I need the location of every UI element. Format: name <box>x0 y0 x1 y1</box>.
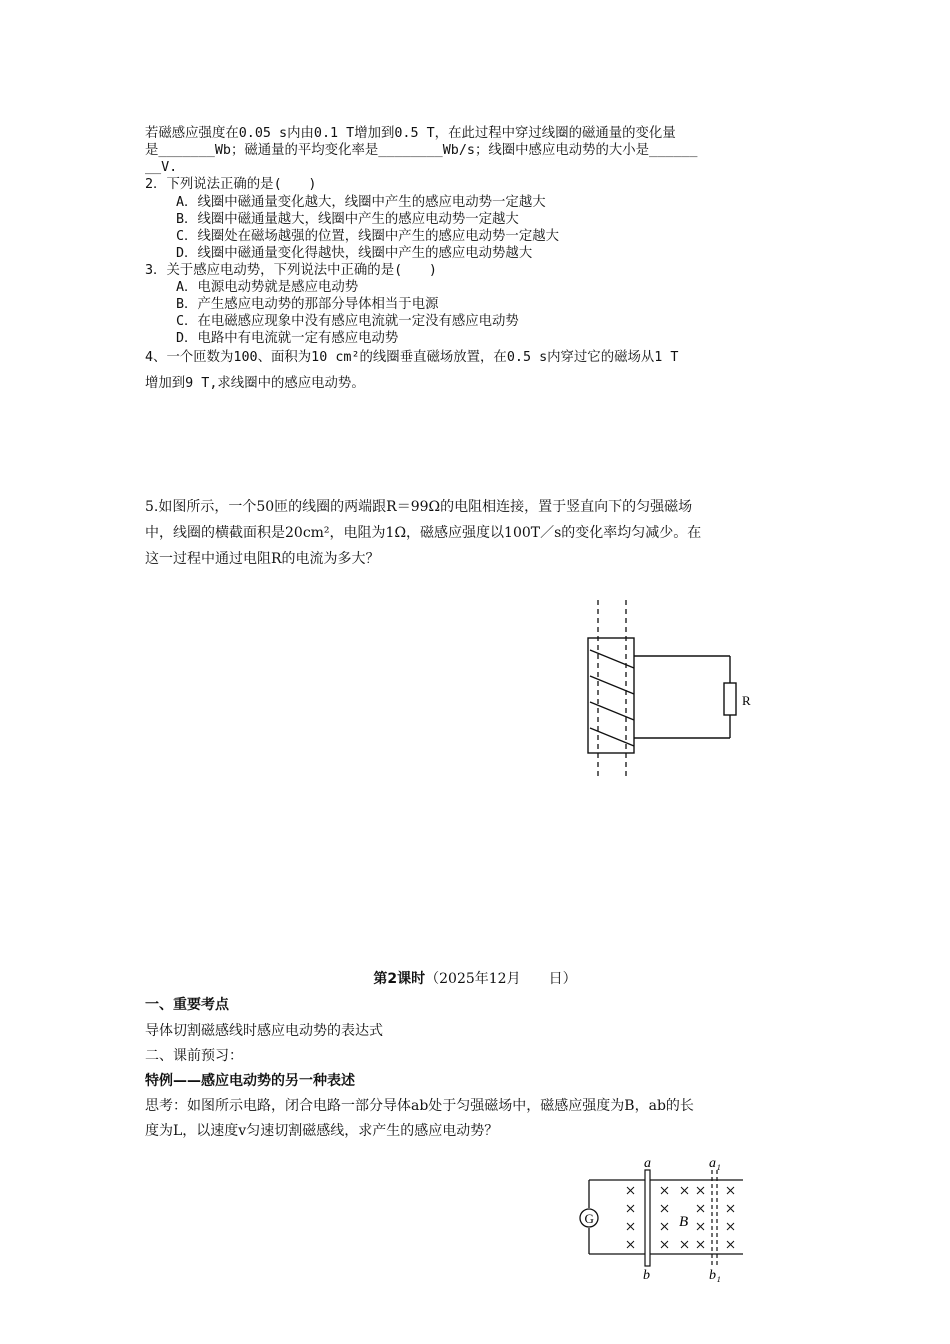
q3-option-a: A．电源电动势就是感应电动势 <box>176 280 359 295</box>
label-b1: b₁ <box>709 1268 721 1283</box>
q4-line1: 4、一个匝数为100、面积为10 cm²的线圈垂直磁场放置，在0.5 s内穿过它的磁场从1 T <box>145 350 679 365</box>
label-a: a <box>644 1156 651 1171</box>
label-b: b <box>643 1268 650 1283</box>
q3-stem: 3．关于感应电动势，下列说法中正确的是( ) <box>145 263 437 278</box>
field-label: B <box>679 1214 689 1230</box>
q2-stem: 2．下列说法正确的是( ) <box>145 177 317 192</box>
think-line1: 思考：如图所示电路，闭合电路一部分导体ab处于匀强磁场中，磁感应强度为B，ab的长 <box>145 1098 694 1114</box>
q3-option-d: D．电路中有电流就一定有感应电动势 <box>176 331 399 346</box>
coil-resistor-figure <box>580 598 760 783</box>
section-heading-key-points: 一、重要考点 <box>145 997 229 1013</box>
think-line2: 度为L，以速度v匀速切割磁感线，求产生的感应电动势？ <box>145 1123 499 1139</box>
lesson-title-bold: 第2课时 <box>373 971 426 987</box>
q5-line2: 中，线圈的横截面积是20cm²，电阻为1Ω，磁感应强度以100T／s的变化率均匀减少。在 <box>145 525 702 541</box>
q2-option-d: D．线圈中磁通量变化得越快，线圈中产生的感应电动势越大 <box>176 246 533 261</box>
lesson-title <box>0 968 950 988</box>
sliding-rod-figure <box>575 1150 755 1285</box>
q5-line1: 5.如图所示，一个50匝的线圈的两端跟R＝99Ω的电阻相连接，置于竖直向下的匀强磁场 <box>145 499 693 515</box>
conductor-ab <box>645 1170 650 1266</box>
special-case-title: 特例——感应电动势的另一种表述 <box>145 1073 355 1089</box>
lesson-title-date: （2025年12月 日） <box>425 971 577 987</box>
label-a1: a₁ <box>709 1156 721 1171</box>
resistor-label: R <box>742 693 751 708</box>
section-heading-preview: 二、课前预习： <box>145 1048 243 1064</box>
q1-line2: 是_______Wb；磁通量的平均变化率是________Wb/s；线圈中感应电动势的大小是______ <box>145 143 698 158</box>
q2-option-b: B．线圈中磁通量越大，线圈中产生的感应电动势一定越大 <box>176 212 519 227</box>
q2-option-a: A．线圈中磁通量变化越大，线圈中产生的感应电动势一定越大 <box>176 195 546 210</box>
galvanometer-label: G <box>584 1211 594 1226</box>
q3-option-b: B．产生感应电动势的那部分导体相当于电源 <box>176 297 439 312</box>
q2-option-c: C．线圈处在磁场越强的位置，线圈中产生的感应电动势一定越大 <box>176 229 559 244</box>
q1-line1: 若磁感应强度在0.05 s内由0.1 T增加到0.5 T，在此过程中穿过线圈的磁通量的变化量 <box>145 126 676 141</box>
q3-option-c: C．在电磁感应现象中没有感应电流就一定没有感应电动势 <box>176 314 519 329</box>
resistor <box>724 683 736 715</box>
q4-line2: 增加到9 T,求线圈中的感应电动势。 <box>145 376 365 391</box>
q1-line3: __V. <box>145 160 178 175</box>
q5-line3: 这一过程中通过电阻R的电流为多大？ <box>145 551 380 567</box>
key-point-text: 导体切割磁感线时感应电动势的表达式 <box>145 1023 383 1039</box>
